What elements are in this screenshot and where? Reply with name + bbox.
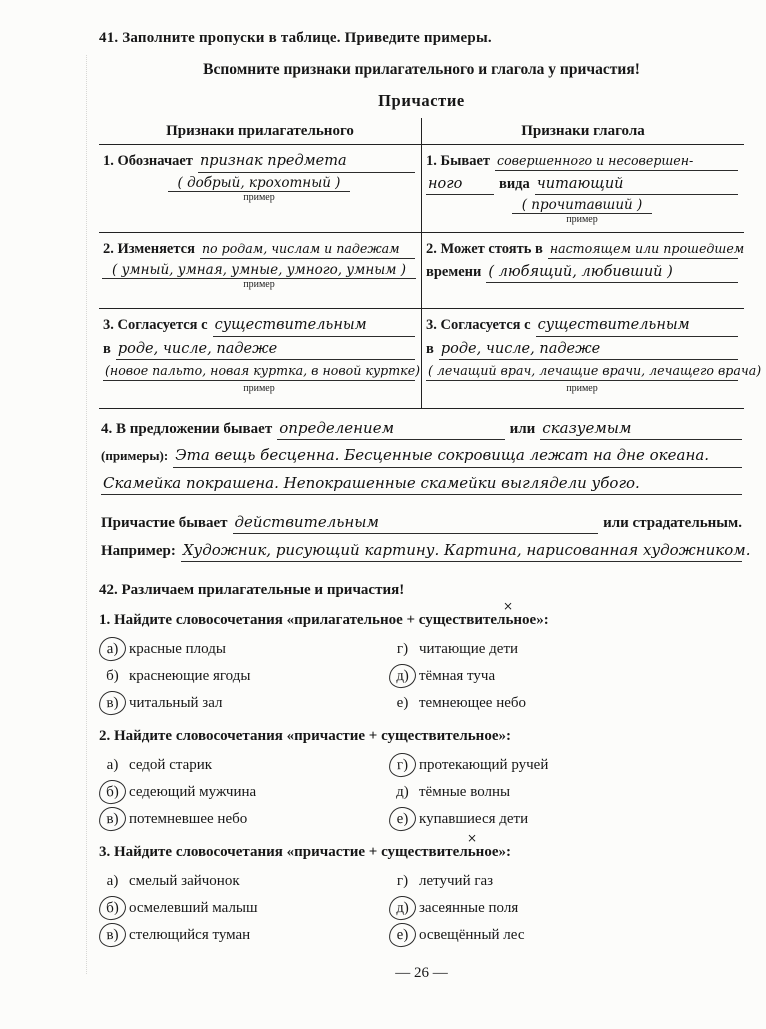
adjective-row-1 xyxy=(99,145,421,233)
option-text: краснеющие ягоды xyxy=(129,668,251,685)
handwritten-example: ( любящий, любивший ) xyxy=(486,262,738,284)
option-text: протекающий ручей xyxy=(419,757,549,774)
handwritten-answer: совершенного и несовершен- xyxy=(495,152,738,171)
handwritten-answer: существительным xyxy=(536,315,738,337)
task-2 xyxy=(99,728,744,831)
printed-label: 2. Может стоять в xyxy=(426,241,543,257)
answer-option xyxy=(99,807,389,831)
option-letter: а) xyxy=(98,637,126,662)
x-mark: × xyxy=(467,831,478,846)
x-mark: × xyxy=(503,599,514,614)
answer-option xyxy=(389,869,744,893)
feature-line xyxy=(426,339,738,361)
printed-label: 3. Согласуется с xyxy=(103,317,208,333)
printed-label: Причастие бывает xyxy=(101,514,228,531)
feature-line xyxy=(426,174,738,196)
answer-option xyxy=(99,664,389,688)
printed-label: Например: xyxy=(101,543,176,560)
printed-label: 1. Обозначает xyxy=(103,153,193,169)
handwritten-example: ( лечащий врач, лечащие врачи, лечащего врача) xyxy=(426,362,738,381)
answer-option xyxy=(99,923,389,947)
example-caption: пример xyxy=(566,383,598,395)
table-title: Причастие xyxy=(378,91,465,110)
printed-label: 2. Изменяется xyxy=(103,241,195,257)
option-letter: в) xyxy=(98,691,126,716)
handwritten-answer: определением xyxy=(277,418,504,440)
answer-option xyxy=(389,691,744,715)
option-letter: в) xyxy=(98,807,126,832)
verb-row-2 xyxy=(422,233,744,309)
adjective-row-3 xyxy=(99,309,421,409)
exercise-41-heading: 41. Заполните пропуски в таблице. Приведите примеры. xyxy=(99,30,492,46)
handwritten-example: ( умный, умная, умные, умного, умным ) xyxy=(102,262,416,279)
adjective-features-header: Признаки прилагательного xyxy=(99,118,422,144)
verb-row-3 xyxy=(422,309,762,409)
example-line xyxy=(103,262,415,279)
answer-option xyxy=(99,691,389,715)
option-letter: г) xyxy=(396,641,409,658)
option-letter: д) xyxy=(396,784,409,801)
option-text: осмелевший малыш xyxy=(129,900,258,917)
option-text: читающие дети xyxy=(419,641,519,658)
feature-line xyxy=(426,362,762,381)
option-text: седеющий мужчина xyxy=(129,784,257,801)
option-text: смелый зайчонок xyxy=(129,873,240,890)
handwritten-example: ( прочитавший ) xyxy=(512,197,653,214)
option-text: тёмные волны xyxy=(419,784,511,801)
feature-line xyxy=(103,239,415,260)
option-letter: а) xyxy=(106,757,119,774)
printed-label: или xyxy=(509,421,536,437)
feature-line xyxy=(101,418,742,440)
task-title-text: 2. Найдите словосочетания «причастие + существительное»: xyxy=(99,728,511,745)
handwritten-answer: по родам, числам и падежам xyxy=(200,240,415,259)
option-letter: е) xyxy=(396,695,409,712)
printed-label: времени xyxy=(426,263,482,280)
option-letter: е) xyxy=(388,807,416,832)
table-header-row xyxy=(99,118,744,145)
printed-label: в xyxy=(426,340,434,357)
printed-label: вида xyxy=(499,175,530,192)
example-line xyxy=(103,175,415,192)
adjective-column xyxy=(99,145,422,409)
feature-line xyxy=(426,239,745,260)
answer-option xyxy=(99,753,389,777)
task-2-title xyxy=(99,728,744,745)
handwritten-answer: признак предмета xyxy=(198,151,415,173)
task-1 xyxy=(99,599,744,715)
exercise-41-subtitle: Вспомните признаки прилагательного и глагола у причастия! xyxy=(203,61,640,78)
answer-option xyxy=(389,923,744,947)
feature-line xyxy=(103,315,415,337)
printed-label: 4. В предложении бывает xyxy=(101,421,273,437)
option-letter: д) xyxy=(388,664,416,689)
answer-option xyxy=(389,780,744,804)
handwritten-example: Скамейка покрашена. Непокрашенные скамейки выглядели убого. xyxy=(101,473,742,495)
example-caption: пример xyxy=(243,278,275,290)
option-text: тёмная туча xyxy=(419,668,496,685)
task-title-text: 3. Найдите словосочетания «причастие + существительное»: xyxy=(99,844,511,861)
handwritten-answer: действительным xyxy=(233,512,599,534)
example-line xyxy=(101,473,742,495)
exercise-42-heading: 42. Различаем прилагательные и причастия! xyxy=(99,582,405,599)
verb-row-1 xyxy=(422,145,744,233)
option-letter: в) xyxy=(98,923,126,948)
printed-label: или страдательным. xyxy=(603,514,742,531)
answer-option xyxy=(99,637,389,661)
option-letter: е) xyxy=(388,923,416,948)
verb-column xyxy=(422,145,762,409)
handwritten-answer: роде, числе, падеже xyxy=(439,339,738,361)
options-grid xyxy=(99,637,744,715)
option-text: купавшиеся дети xyxy=(419,811,529,828)
option-letter: б) xyxy=(106,668,119,685)
feature-line xyxy=(426,315,738,337)
handwritten-example: Эта вещь бесценна. Бесценные сокровища лежат на дне океана. xyxy=(173,445,742,467)
examples-label: (примеры): xyxy=(101,448,169,464)
voice-note xyxy=(99,512,751,563)
handwritten-answer: ного xyxy=(426,174,494,196)
handwritten-example: ( добрый, крохотный ) xyxy=(168,175,351,192)
handwritten-answer: сказуемым xyxy=(540,418,742,440)
handwritten-answer: существительным xyxy=(213,315,415,337)
option-text: освещённый лес xyxy=(419,927,525,944)
option-text: потемневшее небо xyxy=(129,811,248,828)
example-caption: пример xyxy=(243,191,275,203)
features-table xyxy=(99,118,762,502)
adjective-row-2 xyxy=(99,233,421,309)
option-text: седой старик xyxy=(129,757,213,774)
answer-option xyxy=(99,780,389,804)
task-3 xyxy=(99,831,744,947)
printed-label: 1. Бывает xyxy=(426,153,491,169)
example-line xyxy=(101,445,742,467)
option-letter: б) xyxy=(98,780,126,805)
answer-option xyxy=(389,807,744,831)
sentence-role-row xyxy=(99,409,744,502)
example-caption: пример xyxy=(566,214,598,226)
table-body xyxy=(99,145,762,409)
handwritten-example: Художник, рисующий картину. Картина, нарисованная художником. xyxy=(181,540,742,562)
feature-line xyxy=(101,512,742,534)
handwritten-answer: читающий xyxy=(535,174,738,196)
option-text: темнеющее небо xyxy=(419,695,527,712)
example-line xyxy=(101,540,751,562)
printed-label: 3. Согласуется с xyxy=(426,317,531,333)
printed-label: в xyxy=(103,340,111,357)
handwritten-answer: настоящем или прошедшем xyxy=(548,240,738,259)
page-number: — 26 — xyxy=(395,965,448,982)
handwritten-answer: роде, числе, падеже xyxy=(116,339,415,361)
answer-option xyxy=(389,896,744,920)
task-3-title xyxy=(99,831,744,861)
options-grid xyxy=(99,753,744,831)
option-letter: б) xyxy=(98,896,126,921)
feature-line xyxy=(426,262,738,284)
option-text: засеянные поля xyxy=(419,900,519,917)
example-caption: пример xyxy=(243,383,275,395)
answer-option xyxy=(389,637,744,661)
option-letter: г) xyxy=(396,873,409,890)
option-text: красные плоды xyxy=(129,641,226,658)
handwritten-example: (новое пальто, новая куртка, в новой куртке) xyxy=(103,362,415,381)
example-line xyxy=(426,197,738,214)
option-text: стелющийся туман xyxy=(129,927,251,944)
option-letter: д) xyxy=(388,896,416,921)
feature-line xyxy=(103,151,415,173)
answer-option xyxy=(389,753,744,777)
option-letter: а) xyxy=(106,873,119,890)
answer-option xyxy=(389,664,744,688)
option-letter: г) xyxy=(388,753,416,778)
feature-line xyxy=(103,339,415,361)
answer-option xyxy=(99,869,389,893)
option-text: летучий газ xyxy=(419,873,494,890)
verb-features-header: Признаки глагола xyxy=(521,123,645,139)
answer-option xyxy=(99,896,389,920)
task-1-title xyxy=(99,599,744,629)
feature-line xyxy=(426,151,738,172)
option-text: читальный зал xyxy=(129,695,223,712)
task-title-text: 1. Найдите словосочетания «прилагательное + существительное»: xyxy=(99,612,549,629)
options-grid xyxy=(99,869,744,947)
feature-line xyxy=(103,362,421,381)
